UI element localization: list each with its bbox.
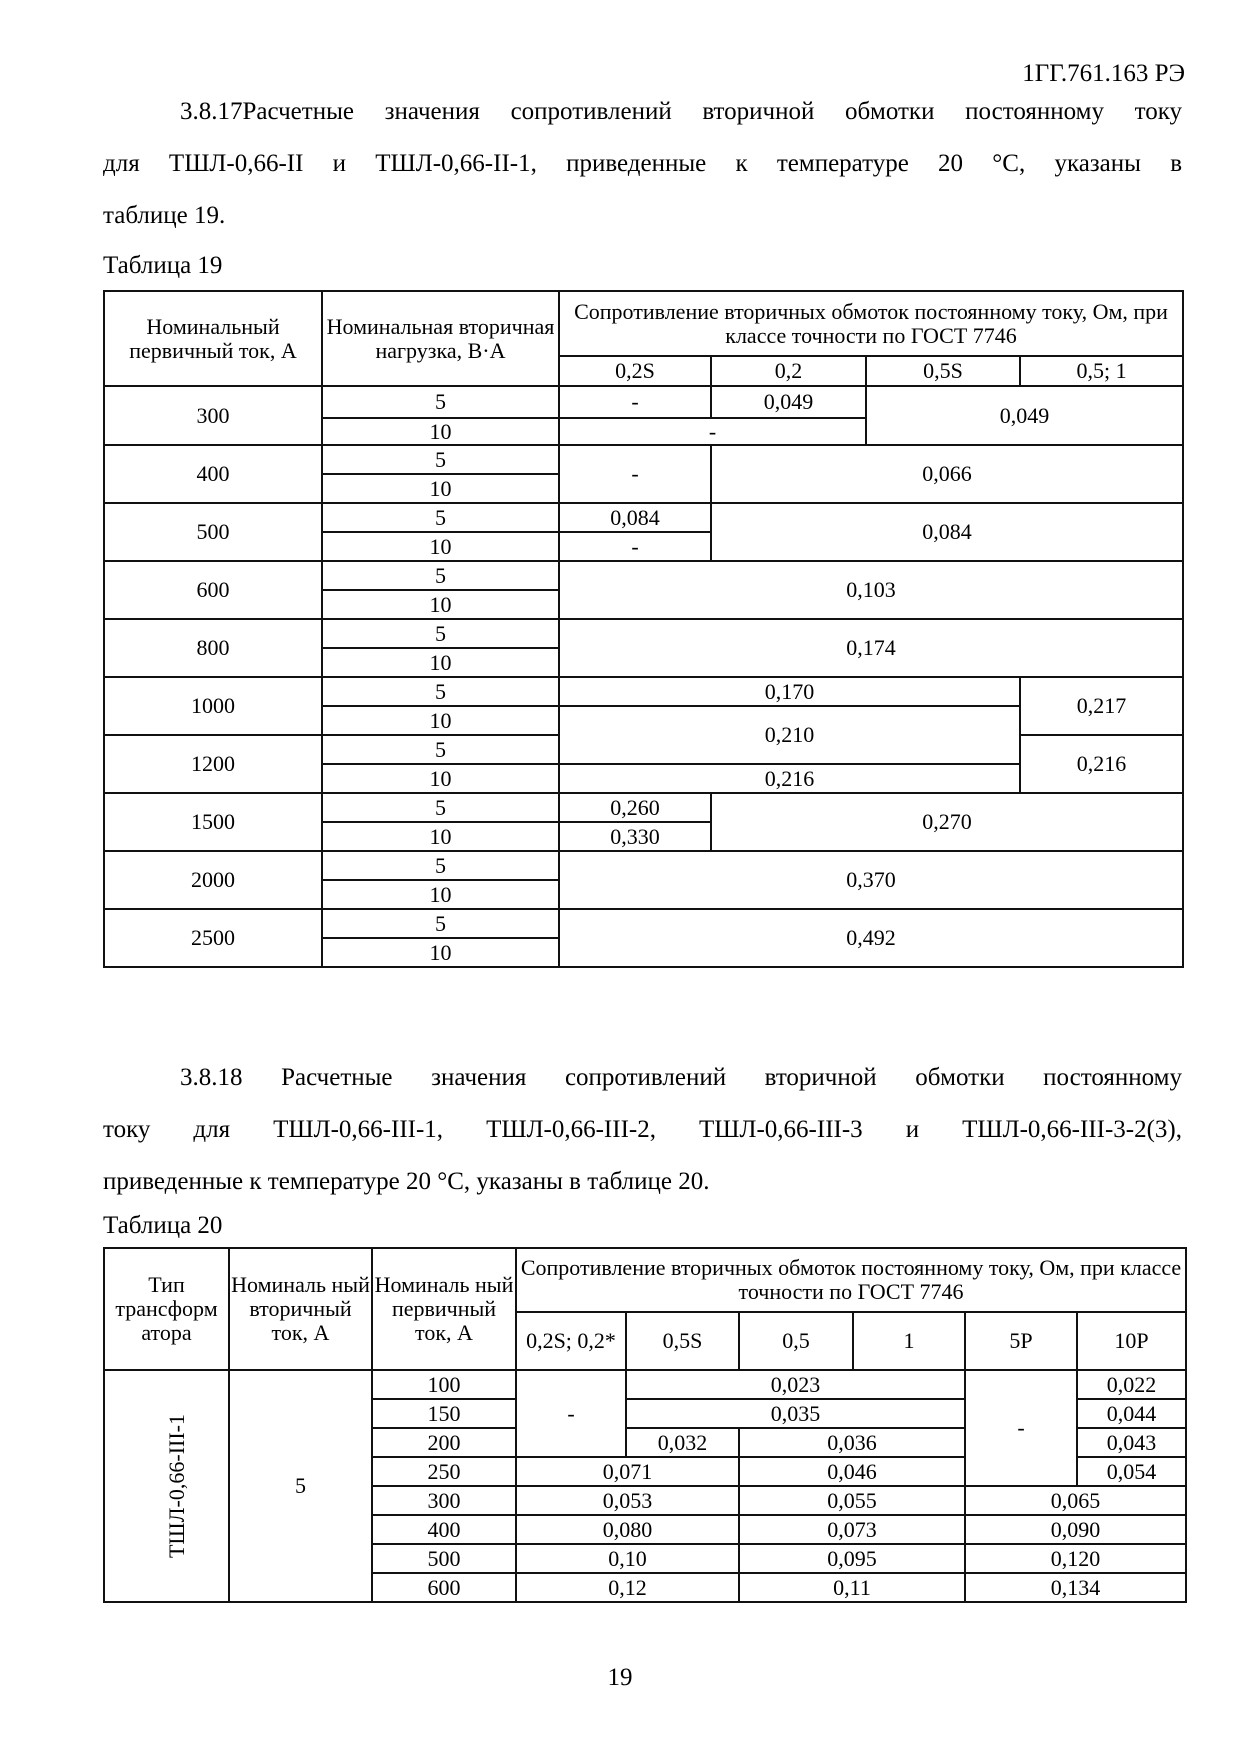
primary-current-cell: 1200 [104, 735, 322, 793]
value-cell: 0,065 [965, 1486, 1186, 1515]
value-cell: 0,046 [739, 1457, 965, 1486]
transformer-type: ТШЛ-0,66-III-1 [164, 1413, 190, 1559]
primary-current-cell: 500 [104, 503, 322, 561]
table-19-caption: Таблица 19 [103, 252, 223, 279]
header-type: Тип трансформ атора [104, 1248, 229, 1370]
header-secondary-load: Номинальная вторичная нагрузка, В·А [322, 291, 559, 386]
load-cell: 5 [322, 445, 559, 474]
load-cell: 10 [322, 880, 559, 909]
load-cell: 10 [322, 474, 559, 503]
value-cell: 0,12 [516, 1573, 739, 1602]
header-secondary-current: Номиналь ный вторичный ток, А [229, 1248, 372, 1370]
load-cell: 10 [322, 938, 559, 967]
load-cell: 10 [322, 706, 559, 735]
header-primary-current: Номиналь ный первичный ток, А [372, 1248, 516, 1370]
value-cell: 0,095 [739, 1544, 965, 1573]
load-cell: 10 [322, 648, 559, 677]
value-cell: 0,330 [559, 822, 711, 851]
header-class: 0,2 [711, 356, 866, 386]
value-cell: 0,11 [739, 1573, 965, 1602]
header-class: 0,5S [866, 356, 1020, 386]
load-cell: 5 [322, 851, 559, 880]
paragraph-line: 3.8.17Расчетные значения сопротивлений вторичной обмотки постоянному току [180, 98, 1182, 125]
primary-current-cell: 500 [372, 1544, 516, 1573]
value-cell: 0,216 [559, 764, 1020, 793]
primary-current-cell: 400 [372, 1515, 516, 1544]
value-cell: 0,073 [739, 1515, 965, 1544]
header-class: 5P [965, 1312, 1077, 1370]
load-cell: 10 [322, 822, 559, 851]
load-cell: 5 [322, 677, 559, 706]
value-cell: 0,370 [559, 851, 1183, 909]
value-cell: 0,10 [516, 1544, 739, 1573]
value-cell: 0,080 [516, 1515, 739, 1544]
primary-current-cell: 100 [372, 1370, 516, 1399]
document-code: 1ГГ.761.163 РЭ [1022, 60, 1185, 87]
value-cell: - [559, 386, 711, 418]
value-cell: 0,084 [559, 503, 711, 532]
value-cell: 0,217 [1020, 677, 1183, 735]
primary-current-cell: 400 [104, 445, 322, 503]
table-20 [103, 1247, 1187, 1603]
header-class: 0,5; 1 [1020, 356, 1183, 386]
header-class: 1 [853, 1312, 965, 1370]
primary-current-cell: 600 [104, 561, 322, 619]
primary-current-cell: 1000 [104, 677, 322, 735]
primary-current-cell: 2000 [104, 851, 322, 909]
header-class: 10P [1077, 1312, 1186, 1370]
value-cell: 0,210 [559, 706, 1020, 764]
primary-current-cell: 2500 [104, 909, 322, 967]
primary-current-cell: 1500 [104, 793, 322, 851]
primary-current-cell: 300 [104, 386, 322, 445]
paragraph-line: для ТШЛ-0,66-II и ТШЛ-0,66-II-1, приведенные к температуре 20 °С, указаны в [103, 150, 1182, 177]
header-class: 0,5 [739, 1312, 853, 1370]
value-cell: 0,049 [866, 386, 1183, 445]
value-cell: 0,066 [711, 445, 1183, 503]
load-cell: 5 [322, 503, 559, 532]
value-cell: 0,054 [1077, 1457, 1186, 1486]
paragraph-line: таблице 19. [103, 202, 226, 229]
value-cell: 0,090 [965, 1515, 1186, 1544]
secondary-current-cell: 5 [229, 1370, 372, 1602]
header-class: 0,2S; 0,2* [516, 1312, 626, 1370]
paragraph-line: приведенные к температуре 20 °С, указаны в таблице 20. [103, 1168, 710, 1195]
table-19 [103, 290, 1184, 968]
load-cell: 5 [322, 619, 559, 648]
value-cell: 0,134 [965, 1573, 1186, 1602]
primary-current-cell: 200 [372, 1428, 516, 1457]
header-class: 0,5S [626, 1312, 739, 1370]
load-cell: 5 [322, 793, 559, 822]
header-resistance: Сопротивление вторичных обмоток постоянному току, Ом, при классе точности по ГОСТ 7746 [516, 1248, 1186, 1312]
value-cell: - [559, 418, 866, 445]
value-cell: 0,053 [516, 1486, 739, 1515]
value-cell: 0,120 [965, 1544, 1186, 1573]
paragraph-3-8-17 [103, 86, 1182, 242]
value-cell: - [559, 445, 711, 503]
value-cell: 0,103 [559, 561, 1183, 619]
load-cell: 5 [322, 909, 559, 938]
primary-current-cell: 150 [372, 1399, 516, 1428]
paragraph-line: току для ТШЛ-0,66-III-1, ТШЛ-0,66-III-2, ТШЛ-0,66-III-3 и ТШЛ-0,66-III-3-2(3), [103, 1116, 1182, 1143]
header-class: 0,2S [559, 356, 711, 386]
value-cell: 0,023 [626, 1370, 965, 1399]
table-20-caption: Таблица 20 [103, 1212, 223, 1239]
load-cell: 5 [322, 561, 559, 590]
header-primary-current: Номинальный первичный ток, А [104, 291, 322, 386]
primary-current-cell: 800 [104, 619, 322, 677]
load-cell: 5 [322, 735, 559, 764]
value-cell: 0,044 [1077, 1399, 1186, 1428]
value-cell: 0,036 [739, 1428, 965, 1457]
primary-current-cell: 300 [372, 1486, 516, 1515]
value-cell: - [559, 532, 711, 561]
value-cell: 0,216 [1020, 735, 1183, 793]
value-cell: 0,492 [559, 909, 1183, 967]
value-cell: 0,170 [559, 677, 1020, 706]
primary-current-cell: 250 [372, 1457, 516, 1486]
load-cell: 10 [322, 590, 559, 619]
value-cell: 0,035 [626, 1399, 965, 1428]
value-cell: 0,071 [516, 1457, 739, 1486]
transformer-type-cell [104, 1370, 229, 1602]
value-cell: 0,055 [739, 1486, 965, 1515]
value-cell: 0,022 [1077, 1370, 1186, 1399]
load-cell: 10 [322, 532, 559, 561]
load-cell: 10 [322, 764, 559, 793]
header-resistance: Сопротивление вторичных обмоток постоянному току, Ом, при классе точности по ГОСТ 7746 [559, 291, 1183, 356]
value-cell: 0,174 [559, 619, 1183, 677]
value-cell: 0,032 [626, 1428, 739, 1457]
load-cell: 10 [322, 418, 559, 445]
load-cell: 5 [322, 386, 559, 418]
page-number: 19 [607, 1664, 633, 1691]
value-cell: - [965, 1370, 1077, 1486]
value-cell: 0,260 [559, 793, 711, 822]
primary-current-cell: 600 [372, 1573, 516, 1602]
value-cell: 0,084 [711, 503, 1183, 561]
value-cell: 0,049 [711, 386, 866, 418]
value-cell: 0,270 [711, 793, 1183, 851]
value-cell: - [516, 1370, 626, 1457]
paragraph-line: 3.8.18 Расчетные значения сопротивлений вторичной обмотки постоянному [180, 1064, 1182, 1091]
value-cell: 0,043 [1077, 1428, 1186, 1457]
paragraph-3-8-18 [103, 1052, 1182, 1208]
